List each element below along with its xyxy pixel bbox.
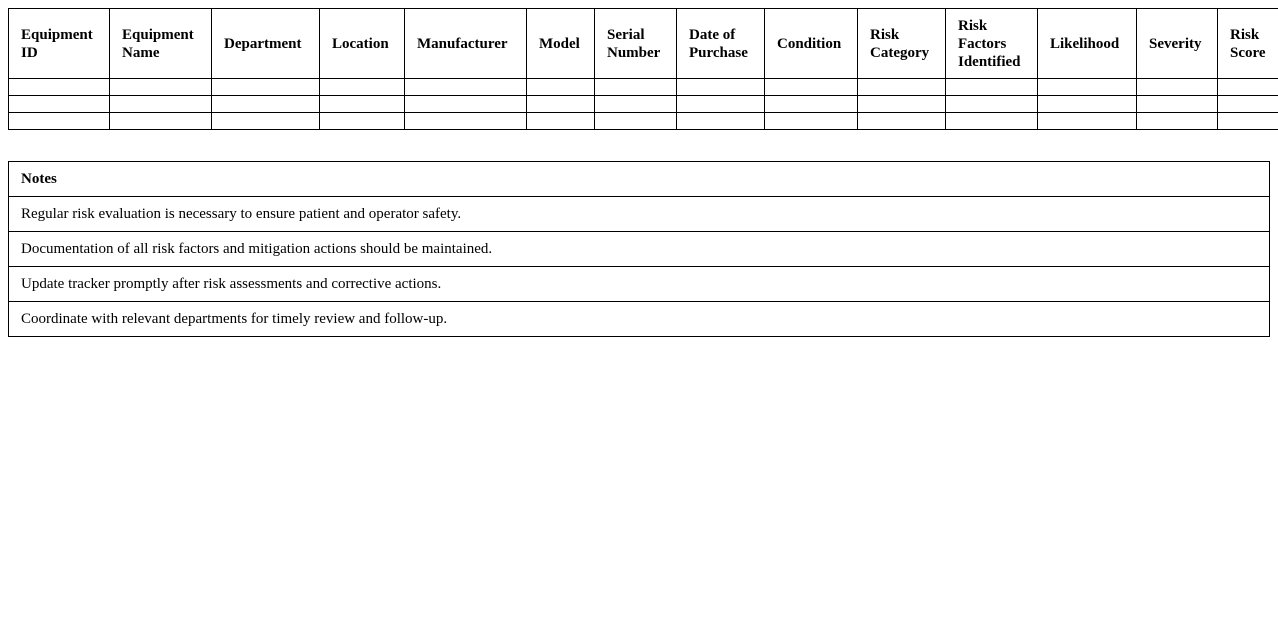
table-cell[interactable] [320, 96, 405, 113]
table-cell[interactable] [1038, 79, 1137, 96]
table-cell[interactable] [9, 79, 110, 96]
table-cell[interactable] [858, 96, 946, 113]
column-header-risk-category: Risk Category [858, 9, 946, 79]
table-cell[interactable] [405, 113, 527, 130]
table-cell[interactable] [765, 96, 858, 113]
table-cell[interactable] [212, 79, 320, 96]
table-cell[interactable] [946, 96, 1038, 113]
column-header-location: Location [320, 9, 405, 79]
notes-row [9, 232, 1270, 267]
table-cell[interactable] [320, 79, 405, 96]
column-header-likelihood: Likelihood [1038, 9, 1137, 79]
notes-section [8, 161, 1270, 337]
risk-tracker-table-container [8, 8, 1278, 131]
table-cell[interactable] [595, 96, 677, 113]
table-cell[interactable] [765, 79, 858, 96]
table-cell[interactable] [946, 113, 1038, 130]
table-cell[interactable] [946, 79, 1038, 96]
table-row [9, 79, 1278, 96]
table-cell[interactable] [677, 79, 765, 96]
table-cell[interactable] [405, 79, 527, 96]
table-cell[interactable] [1137, 113, 1218, 130]
table-cell[interactable] [677, 113, 765, 130]
table-cell[interactable] [858, 113, 946, 130]
table-cell[interactable] [858, 79, 946, 96]
table-cell[interactable] [1218, 113, 1278, 130]
column-header-equipment-name: Equipment Name [110, 9, 212, 79]
table-cell[interactable] [9, 113, 110, 130]
notes-row [9, 267, 1270, 302]
notes-row [9, 302, 1270, 337]
table-header-row [9, 9, 1278, 79]
table-cell[interactable] [1038, 96, 1137, 113]
table-cell[interactable] [527, 113, 595, 130]
risk-tracker-table [8, 8, 1278, 130]
table-cell[interactable] [212, 96, 320, 113]
table-cell[interactable] [677, 96, 765, 113]
column-header-manufacturer: Manufacturer [405, 9, 527, 79]
note-item: Regular risk evaluation is necessary to ensure patient and operator safety. [9, 197, 1270, 232]
table-cell[interactable] [595, 113, 677, 130]
notes-table [8, 161, 1270, 337]
table-cell[interactable] [110, 113, 212, 130]
table-cell[interactable] [110, 79, 212, 96]
column-header-department: Department [212, 9, 320, 79]
table-cell[interactable] [527, 79, 595, 96]
table-cell[interactable] [1218, 79, 1278, 96]
column-header-model: Model [527, 9, 595, 79]
notes-row [9, 197, 1270, 232]
column-header-date-of-purchase: Date of Purchase [677, 9, 765, 79]
table-cell[interactable] [320, 113, 405, 130]
table-row [9, 96, 1278, 113]
column-header-risk-score: Risk Score [1218, 9, 1278, 79]
table-cell[interactable] [405, 96, 527, 113]
note-item: Coordinate with relevant departments for timely review and follow-up. [9, 302, 1270, 337]
table-cell[interactable] [212, 113, 320, 130]
table-cell[interactable] [1137, 96, 1218, 113]
table-cell[interactable] [527, 96, 595, 113]
note-item: Update tracker promptly after risk assessments and corrective actions. [9, 267, 1270, 302]
column-header-condition: Condition [765, 9, 858, 79]
column-header-equipment-id: Equipment ID [9, 9, 110, 79]
table-cell[interactable] [1218, 96, 1278, 113]
table-row [9, 113, 1278, 130]
table-cell[interactable] [110, 96, 212, 113]
table-cell[interactable] [765, 113, 858, 130]
table-cell[interactable] [1137, 79, 1218, 96]
table-cell[interactable] [595, 79, 677, 96]
notes-heading: Notes [9, 162, 1270, 197]
column-header-severity: Severity [1137, 9, 1218, 79]
column-header-risk-factors-identified: Risk Factors Identified [946, 9, 1038, 79]
table-cell[interactable] [9, 96, 110, 113]
note-item: Documentation of all risk factors and mitigation actions should be maintained. [9, 232, 1270, 267]
table-cell[interactable] [1038, 113, 1137, 130]
column-header-serial-number: Serial Number [595, 9, 677, 79]
notes-header-row [9, 162, 1270, 197]
